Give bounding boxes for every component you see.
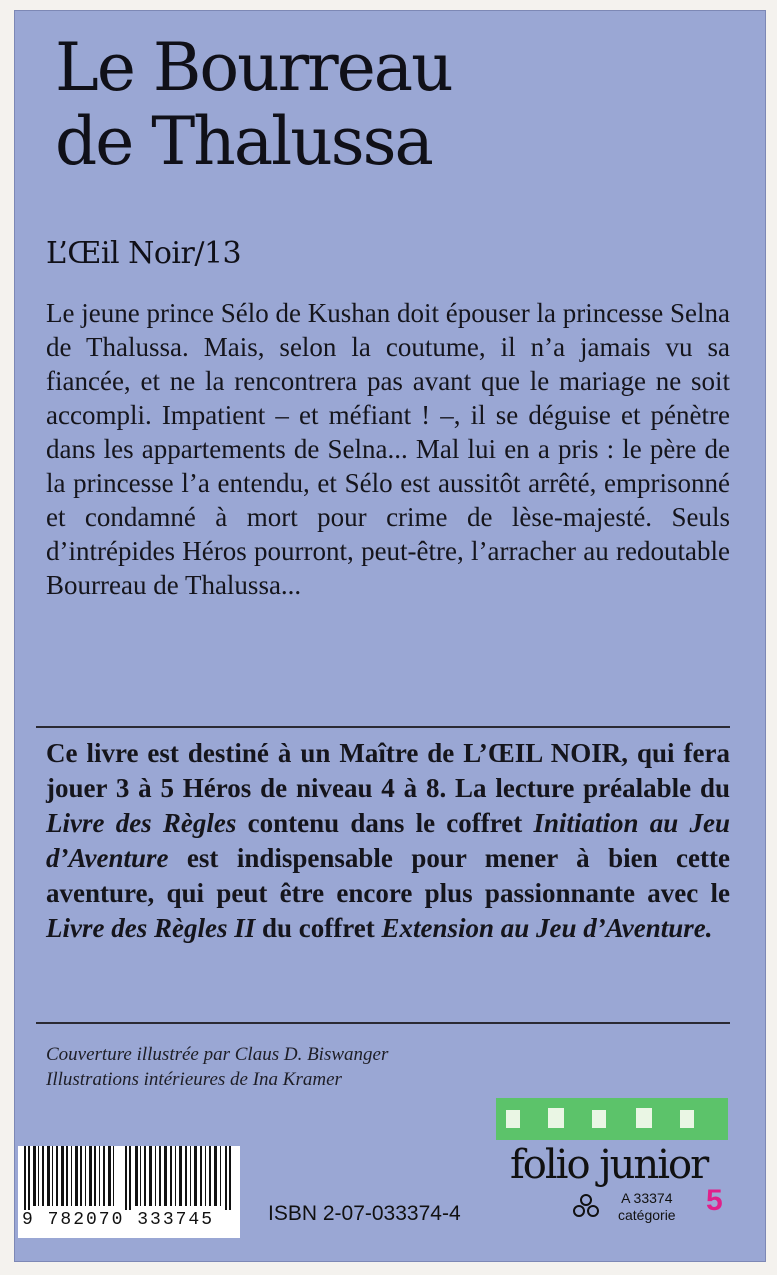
collection-name: folio junior bbox=[510, 1142, 708, 1188]
notice-part-3: est indispensable pour mener à bien cette aventure, qui peut être encore plus passionnante avec le bbox=[46, 843, 730, 908]
folio-band bbox=[496, 1098, 728, 1140]
notice-italic-3: Livre des Règles II bbox=[46, 913, 256, 943]
notice-text bbox=[46, 736, 730, 946]
code-number: A 33374 bbox=[621, 1190, 673, 1206]
isbn: ISBN 2-07-033374-4 bbox=[268, 1202, 461, 1225]
title-line-2: de Thalussa bbox=[55, 103, 432, 180]
illustration-credits bbox=[46, 1042, 646, 1092]
interior-credit: Illustrations intérieures de Ina Kramer bbox=[46, 1069, 342, 1090]
notice-part-2: contenu dans le coffret bbox=[236, 808, 534, 838]
category-label: catégorie bbox=[618, 1207, 676, 1223]
book-title bbox=[55, 31, 452, 179]
divider-bottom bbox=[36, 1022, 730, 1024]
notice-italic-2: Initiation au Jeu d’Aventure bbox=[46, 808, 730, 873]
notice-italic-4: Extension au Jeu d’Aventure. bbox=[381, 913, 713, 943]
notice-part-1: Ce livre est destiné à un Maître de L’ŒIL NOIR, qui fera jouer 3 à 5 Héros de niveau 4 à 8. La lecture préalable du bbox=[46, 738, 730, 803]
barcode bbox=[18, 1146, 240, 1238]
series-subtitle: L’Œil Noir/13 bbox=[46, 236, 242, 271]
product-code bbox=[618, 1190, 676, 1224]
folio-logo-icon bbox=[572, 1192, 600, 1220]
divider-top bbox=[36, 726, 730, 728]
cover-credit: Couverture illustrée par Claus D. Biswanger bbox=[46, 1044, 389, 1065]
category-number: 5 bbox=[706, 1184, 723, 1217]
title-line-1: Le Bourreau bbox=[55, 29, 452, 106]
barcode-number: 9 782070 333745 bbox=[22, 1210, 238, 1230]
barcode-bars bbox=[24, 1146, 234, 1212]
notice-part-4: du coffret bbox=[255, 913, 382, 943]
notice-italic-1: Livre des Règles bbox=[46, 808, 237, 838]
folio-band-pattern bbox=[496, 1098, 728, 1140]
blurb-text: Le jeune prince Sélo de Kushan doit épouser la princesse Selna de Thalussa. Mais, selon la coutume, il n’a jamais vu sa fiancée, et ne la rencontrera pas avant que le mariage ne soit accompli. Impatient – et méfiant ! –, il se déguise et pénètre dans les appartements de Selna... Mal lui en a pris : le père de la princesse l’a entendu, et Sélo est aussitôt arrêté, emprisonné et condamné à mort pour crime de lèse-majesté. Seuls d’intrépides Héros pourront, peut-être, l’arracher au redoutable Bourreau de Thalussa... bbox=[46, 298, 730, 600]
